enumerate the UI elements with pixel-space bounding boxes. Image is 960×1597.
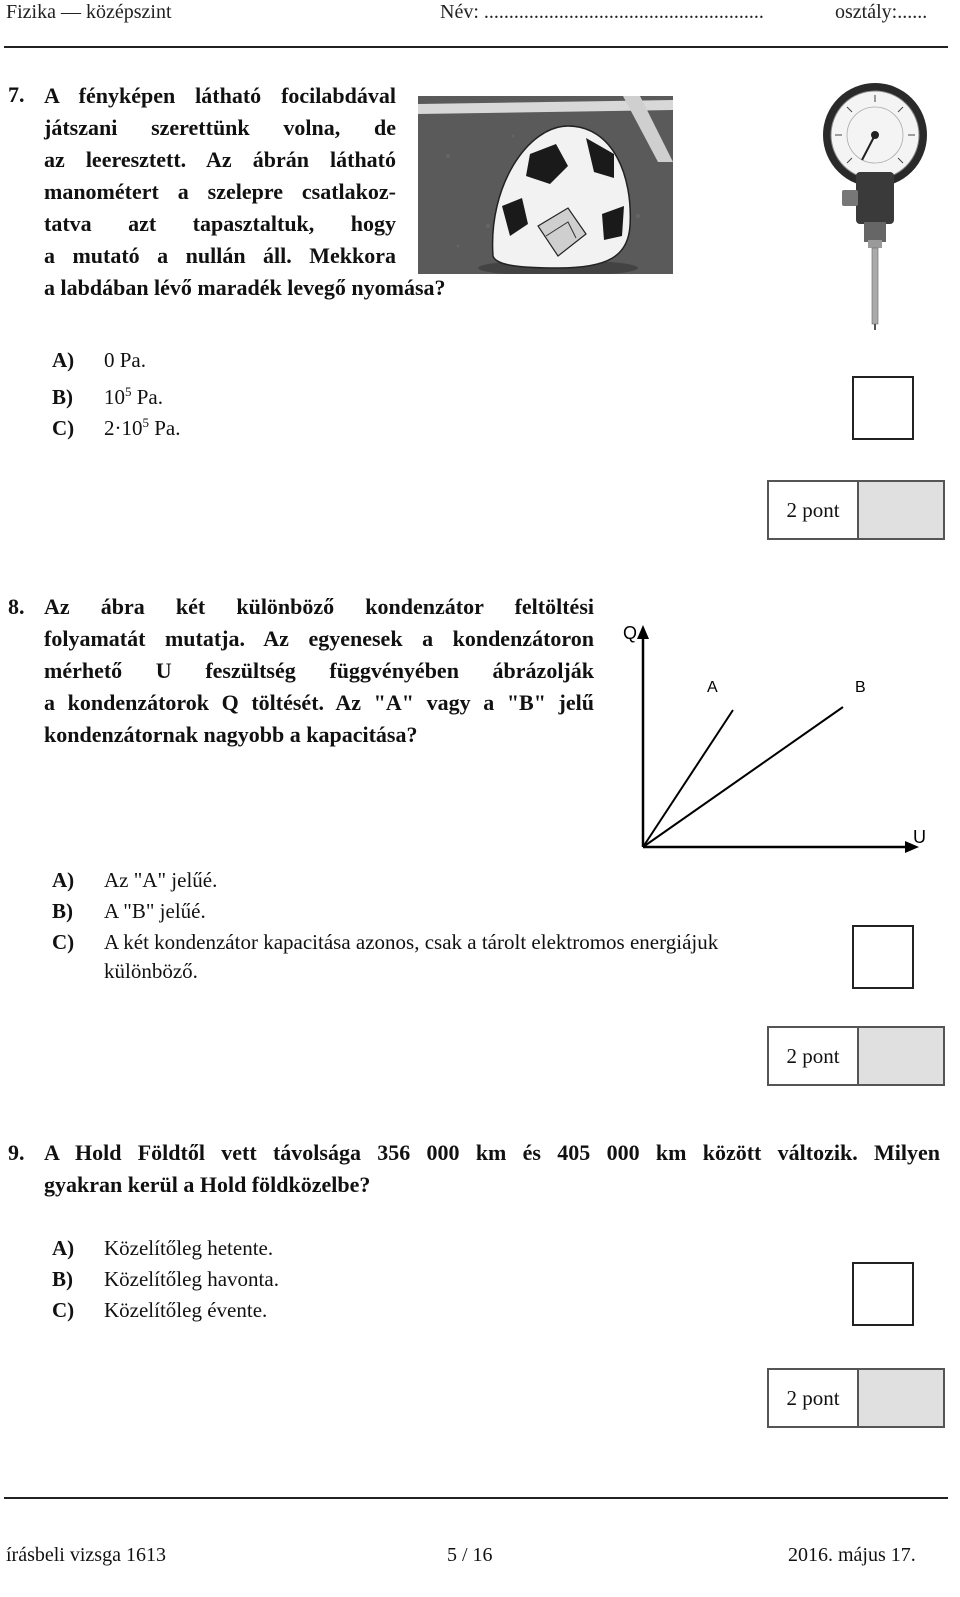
q9-number: 9. bbox=[8, 1140, 25, 1165]
footer-date: 2016. május 17. bbox=[788, 1544, 916, 1566]
q9-stem-line: A Hold Földtől vett távolsága 356 000 km és 405 000 km között változik. Milyen bbox=[44, 1140, 940, 1165]
capacitor-graph bbox=[615, 615, 935, 860]
q9-option-b bbox=[52, 1264, 279, 1295]
score-input-cell[interactable] bbox=[859, 482, 943, 538]
q7-stem bbox=[44, 80, 446, 304]
option-letter: C) bbox=[52, 416, 75, 440]
footer-exam-code: írásbeli vizsga 1613 bbox=[6, 1544, 166, 1566]
option-letter: B) bbox=[52, 1267, 73, 1291]
q8-stem bbox=[44, 591, 594, 751]
line-a-label: A bbox=[707, 679, 718, 696]
football-illustration bbox=[418, 96, 673, 274]
score-label: 2 pont bbox=[769, 1028, 859, 1084]
q8-qu-graph bbox=[615, 615, 935, 860]
footer-rule bbox=[4, 1497, 948, 1499]
option-text: 0 Pa. bbox=[104, 348, 146, 372]
header-subject: Fizika — középszint bbox=[6, 1, 172, 23]
q8-stem-line: mérhető U feszültség függvényében ábrázolják bbox=[44, 658, 594, 683]
q9-score-box bbox=[767, 1368, 945, 1428]
option-text-unit: Pa. bbox=[131, 385, 163, 409]
option-text-base: 2·10 bbox=[104, 416, 143, 440]
q7-stem-line: az leeresztett. Az ábrán látható bbox=[44, 147, 396, 172]
option-letter: B) bbox=[52, 385, 73, 409]
option-exponent: 5 bbox=[142, 415, 149, 430]
option-text: Közelítőleg évente. bbox=[104, 1298, 268, 1322]
y-axis-label: Q bbox=[623, 623, 638, 643]
option-text: Közelítőleg hetente. bbox=[104, 1236, 274, 1260]
option-text-base: 10 bbox=[104, 385, 125, 409]
q9-option-c bbox=[52, 1295, 267, 1326]
y-axis-arrow bbox=[637, 625, 649, 639]
q8-score-box bbox=[767, 1026, 945, 1086]
line-b bbox=[643, 707, 843, 847]
score-label: 2 pont bbox=[769, 1370, 859, 1426]
q8-stem-line: kondenzátornak nagyobb a kapacitása? bbox=[44, 722, 418, 747]
q8-stem-line: folyamatát mutatja. Az egyenesek a kondenzátoron bbox=[44, 626, 594, 651]
option-text: Az "A" jelűé. bbox=[104, 868, 218, 892]
q8-stem-line: Az ábra két különböző kondenzátor feltöltési bbox=[44, 594, 594, 619]
q7-stem-line: a labdában lévő maradék levegő nyomása? bbox=[44, 275, 446, 300]
q7-stem-line: tatva azt tapasztaltuk, hogy bbox=[44, 211, 396, 236]
option-text: A "B" jelűé. bbox=[104, 899, 206, 923]
option-text: A két kondenzátor kapacitása azonos, csak a tárolt elektromos energiájuk bbox=[104, 930, 719, 954]
q9-option-a bbox=[52, 1233, 273, 1264]
q7-answer-box[interactable] bbox=[852, 376, 914, 440]
q7-stem-line: a mutató a nullán áll. Mekkora bbox=[44, 243, 396, 268]
option-letter: C) bbox=[52, 1298, 75, 1322]
q8-option-a bbox=[52, 865, 217, 896]
q8-number: 8. bbox=[8, 594, 25, 619]
header-name-field: Név: ........................................................ bbox=[440, 1, 764, 23]
option-letter: C) bbox=[52, 930, 75, 954]
q7-option-c bbox=[52, 407, 181, 444]
pressure-gauge-image bbox=[820, 80, 930, 330]
q9-stem bbox=[44, 1137, 940, 1201]
q8-answer-box[interactable] bbox=[852, 925, 914, 989]
q8-option-b bbox=[52, 896, 206, 927]
option-text: különböző. bbox=[104, 959, 198, 983]
score-label: 2 pont bbox=[769, 482, 859, 538]
q9-stem-line: gyakran kerül a Hold földközelbe? bbox=[44, 1172, 371, 1197]
option-exponent: 5 bbox=[125, 384, 132, 399]
option-text-unit: Pa. bbox=[149, 416, 181, 440]
header-class-field: osztály:...... bbox=[835, 1, 928, 23]
deflated-football-photo bbox=[418, 96, 673, 274]
q7-stem-line: manométert a szelepre csatlakoz- bbox=[44, 179, 396, 204]
q7-score-box bbox=[767, 480, 945, 540]
q8-option-c bbox=[52, 927, 718, 958]
x-axis-label: U bbox=[913, 827, 926, 847]
line-a bbox=[643, 710, 733, 847]
line-b-label: B bbox=[855, 679, 866, 696]
q7-option-a bbox=[52, 345, 146, 376]
header-rule bbox=[4, 46, 948, 48]
q7-stem-line: játszani szerettünk volna, de bbox=[44, 115, 396, 140]
footer-page-number: 5 / 16 bbox=[447, 1544, 493, 1566]
option-letter: A) bbox=[52, 348, 75, 372]
q7-stem-line: A fényképen látható focilabdával bbox=[44, 83, 396, 108]
score-input-cell[interactable] bbox=[859, 1370, 943, 1426]
option-letter: A) bbox=[52, 1236, 75, 1260]
q8-stem-line: a kondenzátorok Q töltését. Az "A" vagy a "B" jelű bbox=[44, 690, 594, 715]
option-letter: A) bbox=[52, 868, 75, 892]
q8-option-c-continuation bbox=[52, 956, 198, 987]
option-text: Közelítőleg havonta. bbox=[104, 1267, 279, 1291]
option-letter: B) bbox=[52, 899, 73, 923]
manometer-icon bbox=[820, 80, 930, 330]
score-input-cell[interactable] bbox=[859, 1028, 943, 1084]
q9-answer-box[interactable] bbox=[852, 1262, 914, 1326]
q7-number: 7. bbox=[8, 82, 25, 107]
